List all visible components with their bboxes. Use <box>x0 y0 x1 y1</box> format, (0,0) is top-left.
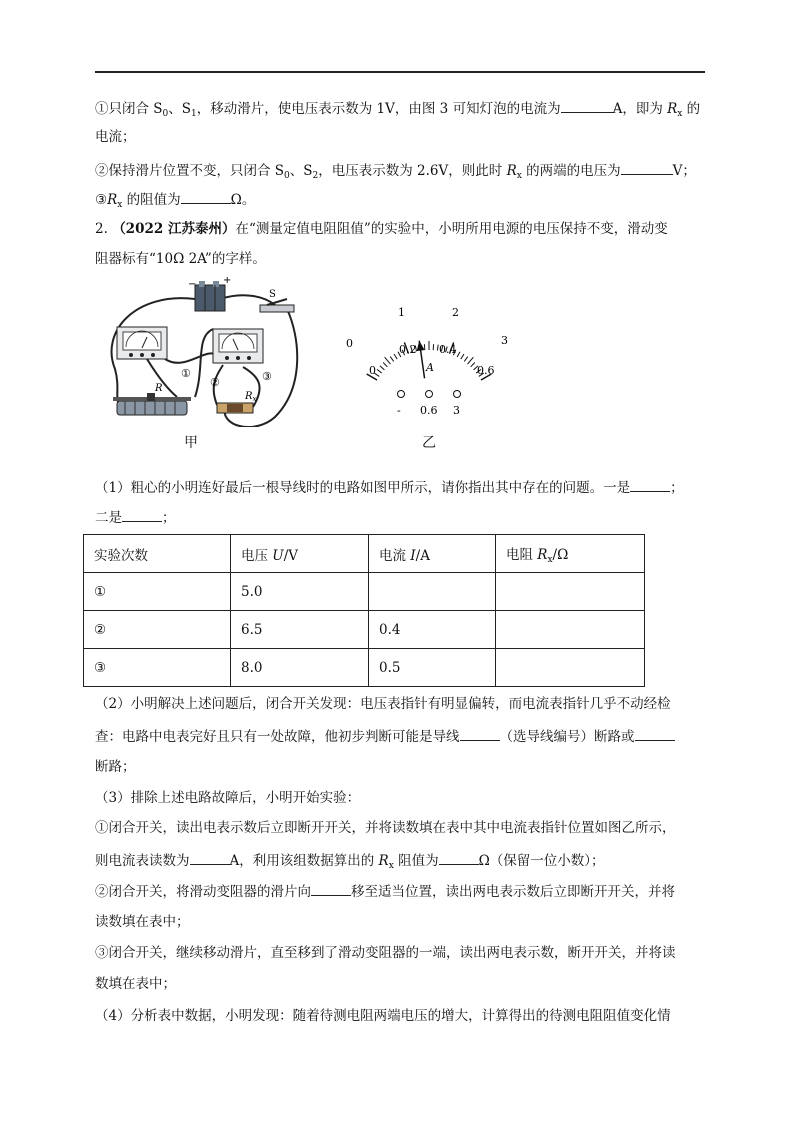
dial-tick <box>461 354 464 359</box>
table-cell: 0.5 <box>369 649 496 687</box>
table-cell: 8.0 <box>231 649 369 687</box>
text-line: 查：电路中电表完好且只有一处故障，他初步判断可能是导线 （选导线编号）断路或 <box>95 726 675 747</box>
answer-blank[interactable] <box>439 850 479 865</box>
text-line: 断路； <box>95 759 136 775</box>
table-cell: ② <box>84 611 231 649</box>
table-cell: ① <box>84 573 231 611</box>
plus-label: + <box>223 277 232 286</box>
switch-icon <box>260 299 294 312</box>
rheostat-icon <box>113 393 191 415</box>
text-line: ①闭合开关，读出电表示数后立即断开开关，并将读数填在表中其中电流表指针位置如图乙所示， <box>95 820 676 836</box>
text-line: ②保持滑片位置不变，只闭合 $S_0$、$S_2$，电压表示数为 2.6V，则此时 $R_x$ 的两端的电压为 V； <box>95 160 696 186</box>
circuit-diagram <box>95 277 315 427</box>
text-line: 二是 ； <box>95 507 176 528</box>
header-rule <box>95 71 705 73</box>
table-header-cell: 电压 U/V <box>231 535 369 573</box>
table-header-cell: 实验次数 <box>84 535 231 573</box>
text-line: （1）粗心的小明连好最后一根导线时的电路如图甲所示，请你指出其中存在的问题。一是 ； <box>95 477 684 498</box>
answer-blank[interactable] <box>621 160 673 175</box>
table-cell[interactable] <box>496 611 645 649</box>
lower-tick-label: 0.4 <box>439 343 457 356</box>
lower-tick-label: 0.2 <box>399 343 417 356</box>
resistor-icon <box>217 403 253 413</box>
text-line: ①只闭合 $S_0$、$S_1$，移动滑片，使电压表示数为 1V，由图 3 可知灯泡的电流为 A，即为 $R_x$ 的 <box>95 98 700 124</box>
upper-tick-label: 1 <box>398 306 405 319</box>
upper-tick-label: 0 <box>346 337 353 350</box>
dial-tick <box>383 363 387 367</box>
wire-label-2: ② <box>210 376 220 389</box>
question-source: （2022 江苏泰州） <box>112 221 236 237</box>
answer-blank[interactable] <box>190 850 230 865</box>
terminal-icons <box>398 391 461 398</box>
lower-tick-label: 0.6 <box>477 364 495 377</box>
rheostat-label: R <box>155 383 163 394</box>
dial-tick <box>471 363 475 367</box>
table-cell: 6.5 <box>231 611 369 649</box>
table-cell: 5.0 <box>231 573 369 611</box>
terminal-label: 0.6 <box>420 404 438 417</box>
table-header-cell: 电流 I/A <box>369 535 496 573</box>
voltmeter-icon <box>117 327 167 359</box>
question-heading: 2. （2022 江苏泰州）在“测量定值电阻阻值”的实验中，小明所用电源的电压保持不变，滑动变 <box>95 221 668 237</box>
minus-label: − <box>188 279 197 290</box>
dial-tick <box>464 357 468 362</box>
upper-tick-label: 2 <box>452 306 459 319</box>
answer-blank[interactable] <box>311 881 351 896</box>
figure-label-yi: 乙 <box>422 435 436 451</box>
text-line: 读数填在表中； <box>95 914 190 930</box>
table-cell: ③ <box>84 649 231 687</box>
dial-tick <box>385 357 391 364</box>
table-cell: 0.4 <box>369 611 496 649</box>
battery-icon <box>195 281 225 311</box>
dial-tick <box>394 354 397 359</box>
text-line: 数填在表中； <box>95 976 176 992</box>
text-line: （2）小明解决上述问题后，闭合开关发现：电压表指针有明显偏转，而电流表指针几乎不动经检 <box>95 696 671 712</box>
terminal-label: - <box>397 404 401 417</box>
answer-blank[interactable] <box>630 477 670 492</box>
dial-tick <box>390 357 394 362</box>
resistor-label: $R_x$ <box>245 391 257 403</box>
wire <box>165 353 217 362</box>
answer-blank[interactable] <box>635 726 675 741</box>
text-line: 则电流表读数为 A，利用该组数据算出的 $R_x$ 阻值为 Ω（保留一位小数）； <box>95 850 605 876</box>
text-line: （4）分析表中数据，小明发现：随着待测电阻两端电压的增大，计算得出的待测电阻阻值变化情 <box>95 1008 671 1024</box>
text-line: 阻器标有“10Ω 2A”的字样。 <box>95 251 266 267</box>
terminal-label: 3 <box>453 404 460 417</box>
needle-head <box>417 341 425 351</box>
table-cell[interactable] <box>496 573 645 611</box>
dial-tick <box>468 357 474 364</box>
figure-label-jia: 甲 <box>184 435 198 451</box>
wire-label-3: ③ <box>262 370 272 383</box>
text-line: （3）排除上述电路故障后，小明开始实验： <box>95 790 361 806</box>
text-line: 电流； <box>95 129 136 145</box>
dial-tick <box>380 366 384 370</box>
ammeter-dial <box>335 298 515 428</box>
table-header-cell: 电阻 $R_x/\Omega$ <box>496 535 645 573</box>
answer-blank[interactable] <box>181 189 231 204</box>
switch-label: S <box>269 289 276 300</box>
answer-blank[interactable] <box>561 98 613 113</box>
wire-label-1: ① <box>181 367 191 380</box>
text-line: ②闭合开关，将滑动变阻器的滑片向 移至适当位置，读出两电表示数后立即断开开关，并将 <box>95 881 675 902</box>
table-row <box>84 649 645 687</box>
table-header-row <box>84 535 645 573</box>
unit-label: A <box>426 361 434 374</box>
answer-blank[interactable] <box>460 726 500 741</box>
upper-tick-label: 3 <box>501 334 508 347</box>
text-line: ③闭合开关，继续移动滑片，直至移到了滑动变阻器的一端，读出两电表示数，断开开关，并将读 <box>95 945 676 961</box>
data-table <box>83 534 645 687</box>
table-cell[interactable] <box>496 649 645 687</box>
wire <box>220 295 275 305</box>
table-row <box>84 611 645 649</box>
dial-tick <box>377 369 382 373</box>
dial-tick <box>457 352 460 357</box>
lower-tick-label: 0 <box>369 364 376 377</box>
table-cell[interactable] <box>369 573 496 611</box>
ammeter-icon <box>213 329 263 363</box>
answer-blank[interactable] <box>122 507 162 522</box>
table-row <box>84 573 645 611</box>
text-line: $③R_x$ 的阻值为 Ω。 <box>95 189 255 215</box>
